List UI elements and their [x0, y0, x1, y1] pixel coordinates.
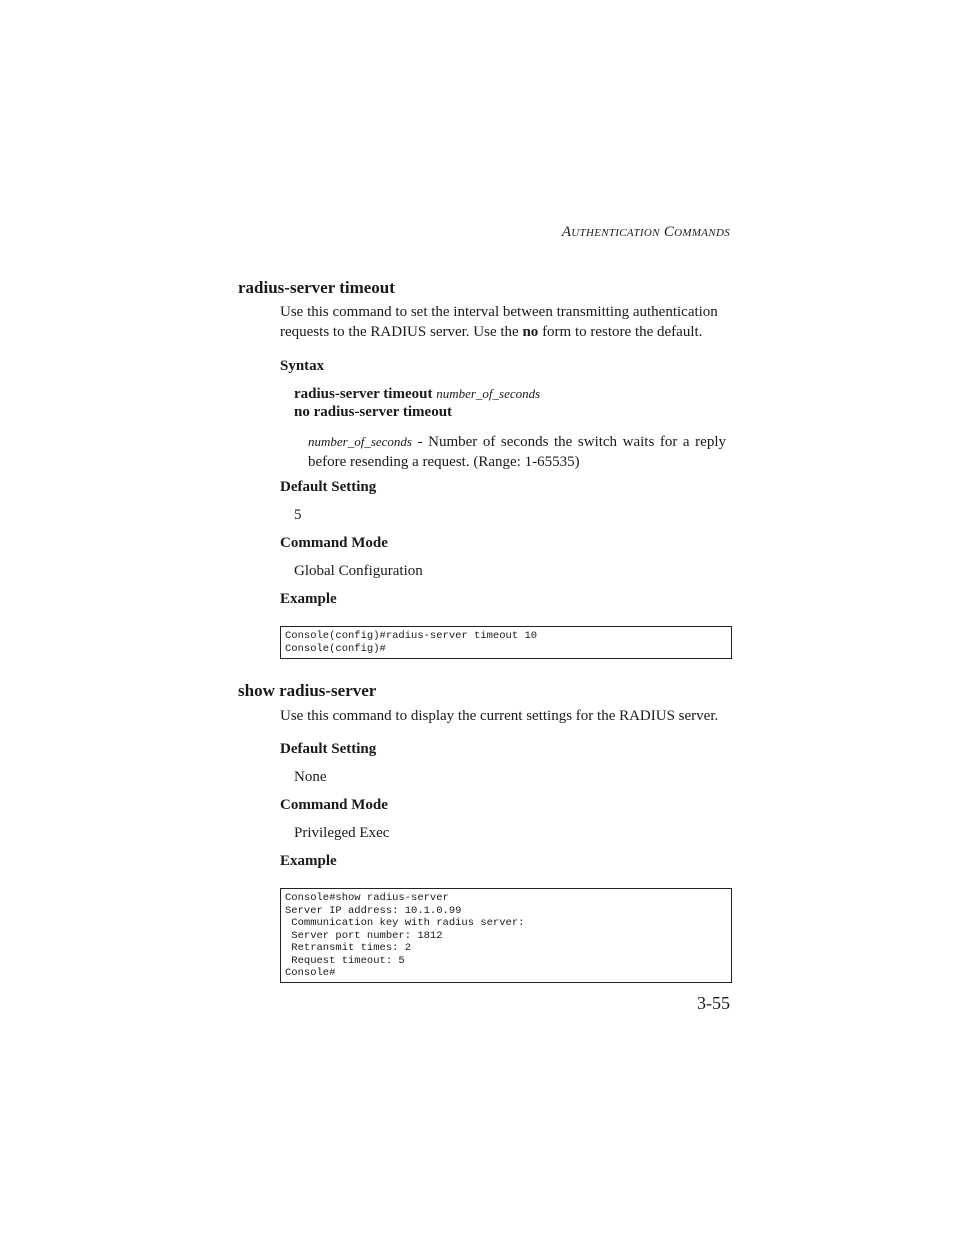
- default-setting-value: 5: [294, 507, 302, 523]
- command-mode-heading-2: Command Mode: [280, 797, 388, 813]
- param-name: number_of_seconds: [308, 434, 412, 449]
- syntax-line-1: [294, 386, 540, 403]
- default-setting-heading: Default Setting: [280, 479, 377, 495]
- section-title-radius-server-timeout: radius-server timeout: [238, 278, 395, 297]
- syntax-param: number_of_seconds: [436, 386, 541, 401]
- command-mode-value-2: Privileged Exec: [294, 825, 390, 841]
- example-heading: Example: [280, 591, 337, 607]
- page-number: 3-55: [697, 993, 730, 1013]
- section1-intro: [280, 302, 732, 342]
- intro-text: Use this command to set the interval between transmitting authentication requests to the RADIUS server. Use the: [280, 304, 718, 340]
- section2-intro: Use this command to display the current settings for the RADIUS server.: [280, 708, 719, 724]
- param-description: [308, 432, 726, 472]
- param-desc-text: - Number of seconds the switch waits for a reply before resending a request. (Range: 1-65535): [308, 434, 726, 470]
- header-word-2: OMMANDS: [674, 227, 730, 239]
- section-title-show-radius-server: show radius-server: [238, 681, 377, 700]
- example-code-block: Console(config)#radius-server timeout 10 Console(config)#: [280, 626, 732, 659]
- intro-text-end: form to restore the default.: [538, 324, 703, 340]
- running-header: [400, 224, 730, 241]
- header-word-1: UTHENTICATION: [571, 227, 660, 239]
- example-code-block-2: Console#show radius-server Server IP address: 10.1.0.99 Communication key with radius server: Server port number: 1812 Retransmit times: 2 Request timeout: 5 Console#: [280, 888, 732, 983]
- default-setting-heading-2: Default Setting: [280, 741, 377, 757]
- header-cap-c: C: [663, 224, 675, 240]
- header-cap-a: A: [561, 224, 572, 240]
- syntax-heading: Syntax: [280, 358, 325, 374]
- command-mode-heading: Command Mode: [280, 535, 388, 551]
- intro-keyword: no: [522, 324, 539, 340]
- syntax-command: radius-server timeout: [294, 386, 433, 402]
- default-setting-value-2: None: [294, 769, 327, 785]
- example-heading-2: Example: [280, 853, 337, 869]
- syntax-line-2: no radius-server timeout: [294, 404, 453, 420]
- command-mode-value: Global Configuration: [294, 563, 423, 579]
